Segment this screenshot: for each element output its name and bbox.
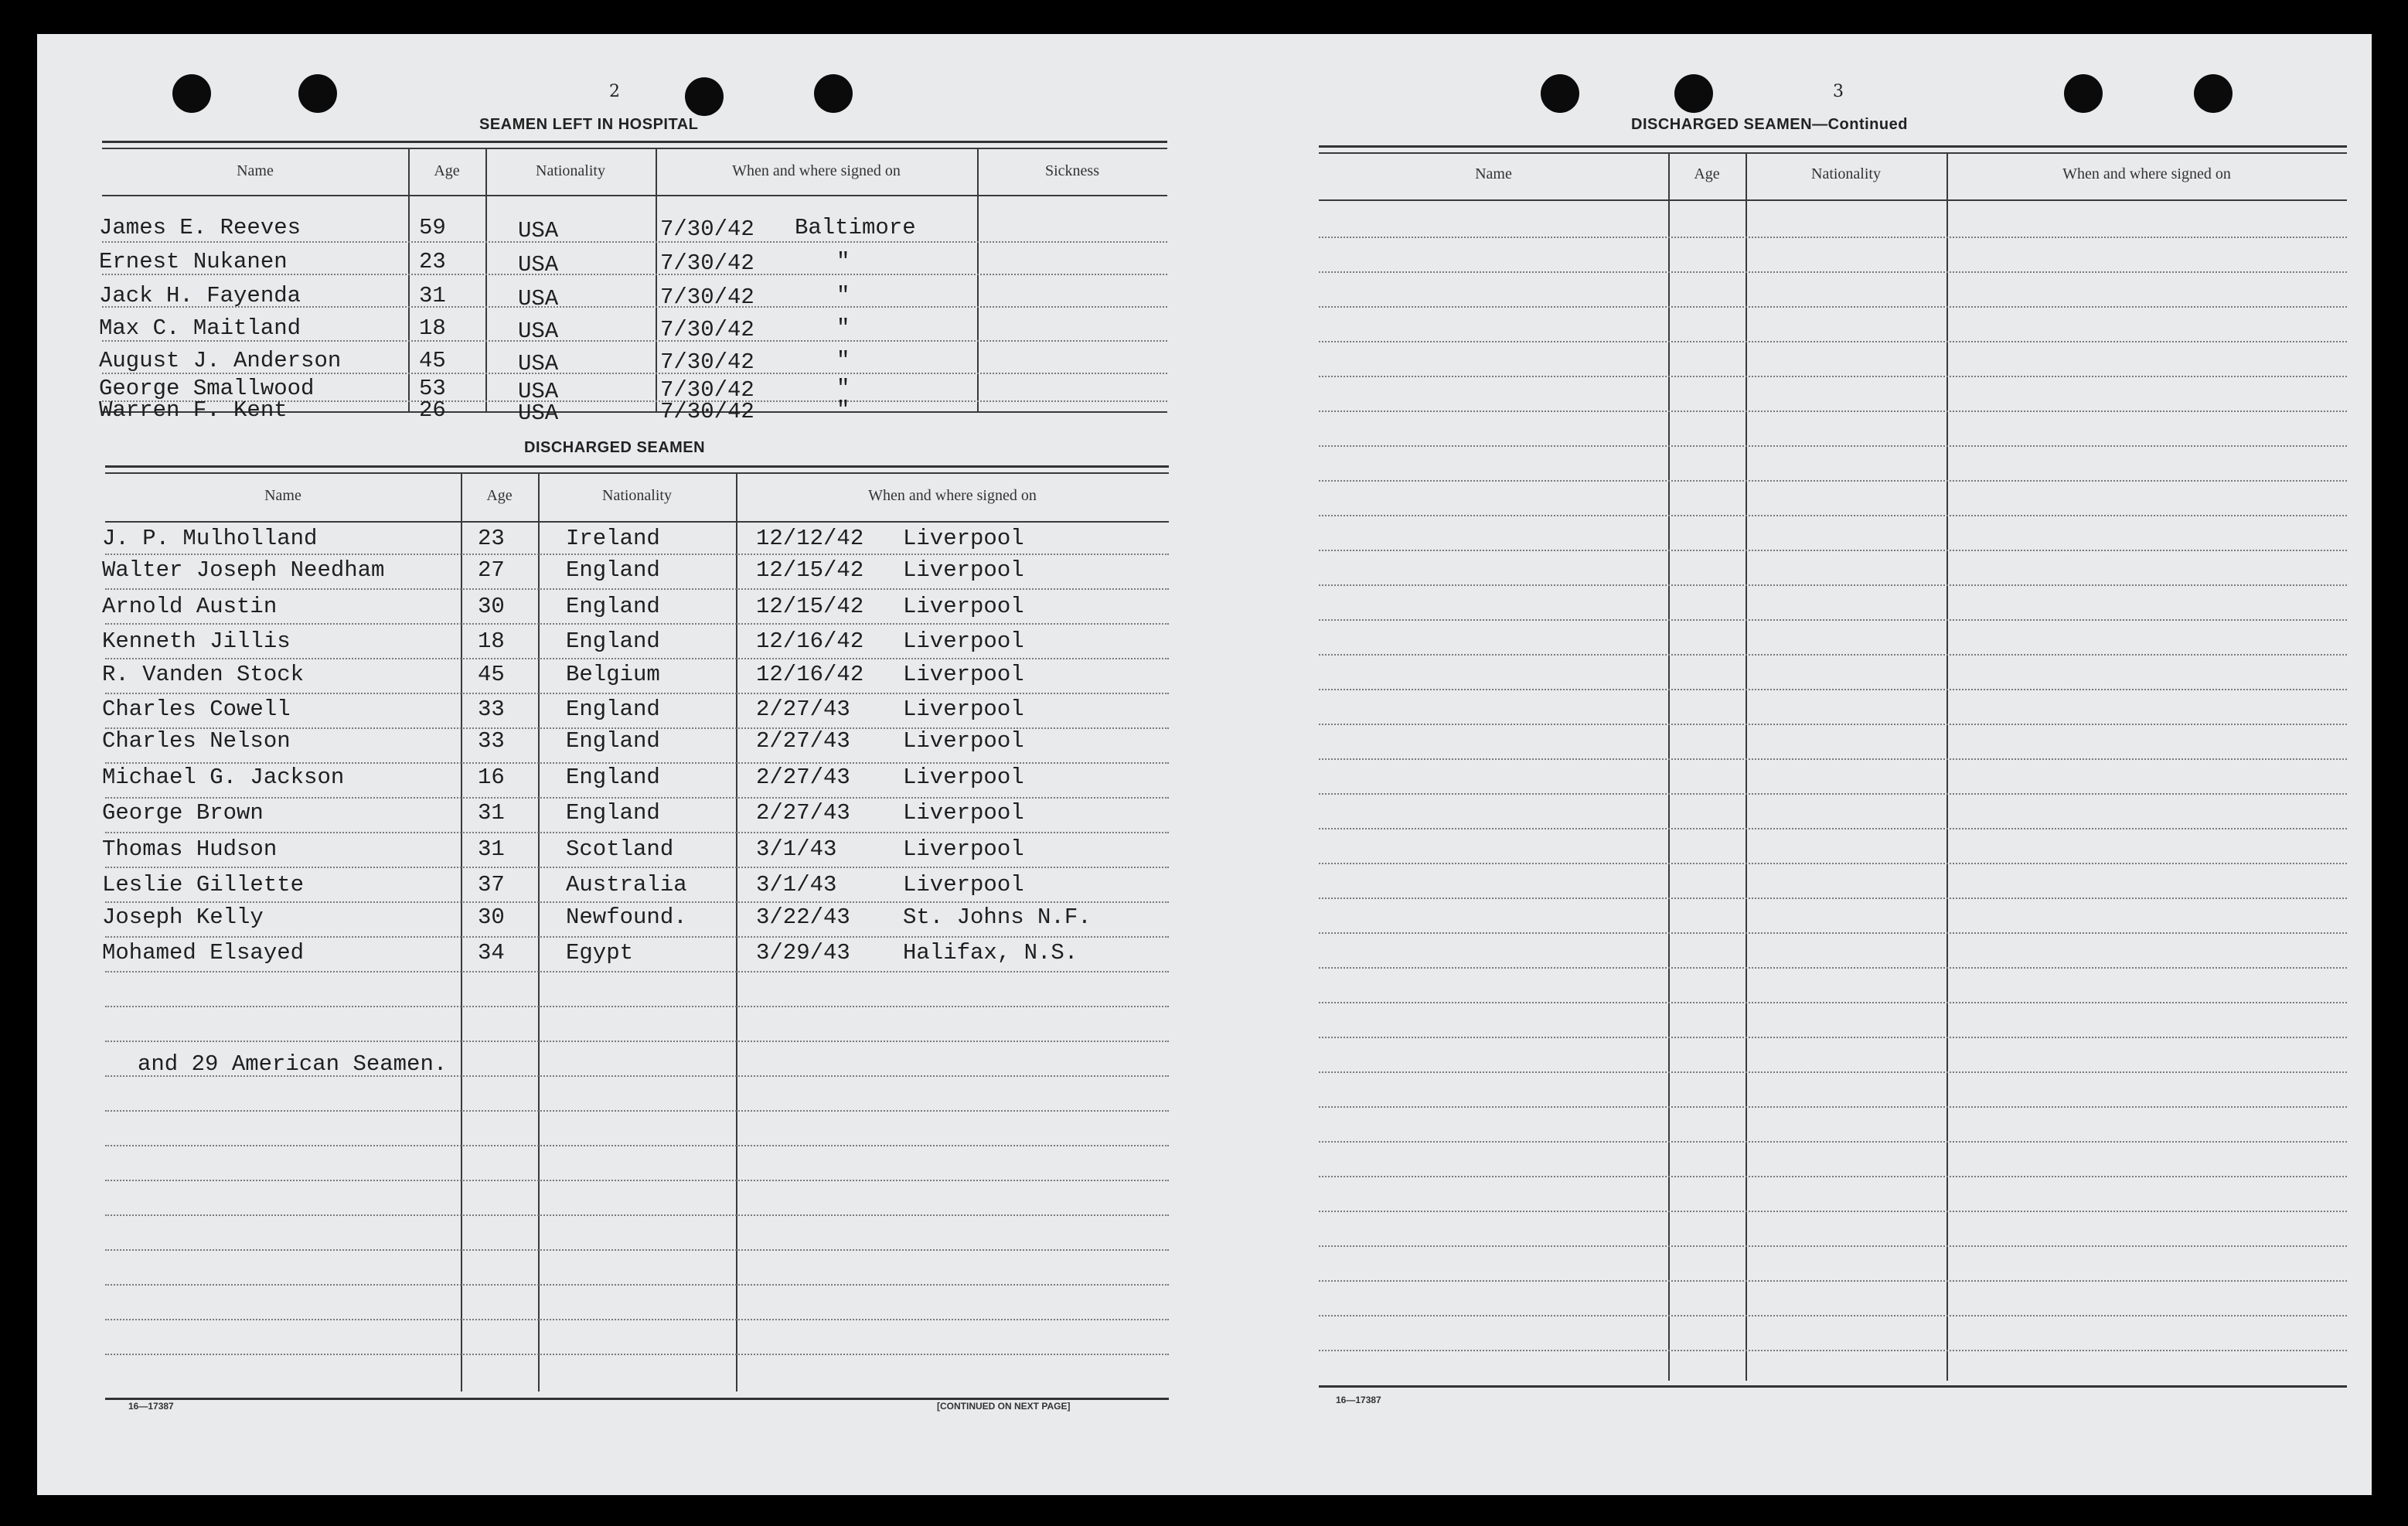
row-line (105, 1041, 1169, 1042)
cell-place: " (836, 249, 850, 274)
cell-name: George Brown (102, 800, 264, 826)
cell-name: Michael G. Jackson (102, 765, 345, 790)
cell-name: James E. Reeves (99, 215, 301, 240)
cell-place: Liverpool (903, 526, 1024, 551)
cell-date: 12/12/42 (756, 526, 864, 551)
cell-place: " (836, 348, 850, 373)
cell-nationality: USA (518, 252, 559, 278)
header-rule (102, 195, 1167, 196)
cell-date: 12/16/42 (756, 662, 864, 687)
cell-name: Max C. Maitland (99, 315, 301, 341)
cell-nationality: USA (518, 218, 559, 244)
hospital-title: SEAMEN LEFT IN HOSPITAL (479, 116, 699, 133)
table-bottom-rule (105, 1398, 1169, 1400)
row-line (1319, 863, 2347, 864)
cell-date: 3/1/43 (756, 872, 837, 898)
row-line (1319, 550, 2347, 551)
cell-nationality: USA (518, 318, 559, 344)
row-line (1319, 1106, 2347, 1108)
column-divider (1946, 153, 1948, 1381)
header-rule (105, 521, 1169, 523)
column-divider (736, 473, 737, 1391)
cell-name: Arnold Austin (102, 594, 278, 619)
cell-nationality: Scotland (566, 836, 674, 862)
row-line (105, 658, 1169, 659)
column-divider (485, 148, 487, 411)
row-line (105, 1354, 1169, 1355)
header-nationality: Nationality (1811, 165, 1881, 182)
rule (105, 465, 1169, 468)
title-main: DISCHARGED SEAMEN (1631, 116, 1813, 133)
cell-date: 7/30/42 (660, 399, 754, 424)
row-line (102, 241, 1167, 243)
cell-nationality: England (566, 800, 660, 826)
title-continued: —Continued (1812, 116, 1908, 133)
cell-date: 3/29/43 (756, 940, 850, 966)
row-line (105, 1249, 1169, 1251)
row-line (1319, 724, 2347, 725)
cell-date: 12/15/42 (756, 557, 864, 583)
cell-nationality: Egypt (566, 940, 634, 966)
row-line (1319, 828, 2347, 829)
row-line (105, 588, 1169, 590)
cell-date: 2/27/43 (756, 800, 850, 826)
cell-age: 30 (478, 904, 505, 930)
cell-nationality: Australia (566, 872, 687, 898)
cell-date: 2/27/43 (756, 728, 850, 754)
cell-name: Kenneth Jillis (102, 628, 291, 654)
cell-place: Liverpool (903, 728, 1024, 754)
header-rule (1319, 199, 2347, 201)
column-divider (538, 473, 540, 1391)
cell-age: 27 (478, 557, 505, 583)
row-line (1319, 306, 2347, 308)
cell-place: St. Johns N.F. (903, 904, 1092, 930)
row-line (105, 1145, 1169, 1146)
cell-age: 18 (478, 628, 505, 654)
cell-date: 7/30/42 (660, 216, 754, 242)
column-divider (408, 148, 410, 411)
cell-name: Thomas Hudson (102, 836, 278, 862)
row-line (1319, 1002, 2347, 1003)
cell-age: 34 (478, 940, 505, 966)
cell-place: Liverpool (903, 628, 1024, 654)
cell-date: 7/30/42 (660, 377, 754, 403)
document-sheet (37, 34, 2372, 1495)
cell-name: Walter Joseph Needham (102, 557, 385, 583)
cell-place: Liverpool (903, 697, 1024, 722)
row-line (1319, 410, 2347, 412)
column-divider (656, 148, 657, 411)
rule (105, 472, 1169, 474)
continued-note: [CONTINUED ON NEXT PAGE] (937, 1401, 1071, 1412)
row-line (1319, 1315, 2347, 1317)
row-line (105, 762, 1169, 764)
header-age: Age (434, 162, 460, 179)
cell-nationality: USA (518, 379, 559, 404)
row-line (105, 867, 1169, 868)
rule (1319, 152, 2347, 154)
discharged-title: DISCHARGED SEAMEN (524, 439, 706, 456)
cell-date: 7/30/42 (660, 317, 754, 342)
header-age: Age (1694, 165, 1720, 182)
cell-place: " (836, 397, 850, 423)
cell-age: 31 (478, 800, 505, 826)
cell-age: 26 (419, 397, 446, 423)
row-line (1319, 1141, 2347, 1143)
page-number: 2 (609, 82, 620, 101)
row-line (1319, 967, 2347, 969)
cell-nationality: USA (518, 286, 559, 312)
right-page (1212, 34, 2372, 1495)
cell-nationality: Newfound. (566, 904, 687, 930)
row-line (1319, 480, 2347, 482)
cell-name: Leslie Gillette (102, 872, 305, 898)
row-line (1319, 271, 2347, 273)
column-divider (1746, 153, 1747, 1381)
row-line (1319, 689, 2347, 690)
row-line (1319, 932, 2347, 934)
row-line (105, 554, 1169, 555)
row-line (1319, 1211, 2347, 1212)
rule (102, 141, 1167, 143)
cell-name: Mohamed Elsayed (102, 940, 305, 966)
cell-name: George Smallwood (99, 376, 315, 401)
row-line (1319, 1350, 2347, 1351)
row-line (105, 1214, 1169, 1216)
row-line (105, 936, 1169, 938)
cell-place: Liverpool (903, 872, 1024, 898)
cell-name: Warren F. Kent (99, 397, 288, 423)
header-signed-on: When and where signed on (2062, 165, 2231, 182)
cell-age: 18 (419, 315, 446, 341)
row-line (105, 1110, 1169, 1112)
header-sickness: Sickness (1045, 162, 1099, 179)
header-nationality: Nationality (602, 487, 672, 504)
row-line (1319, 1071, 2347, 1073)
cell-nationality: England (566, 765, 660, 790)
cell-age: 33 (478, 697, 505, 722)
cell-date: 3/1/43 (756, 836, 837, 862)
left-page (37, 34, 1197, 1495)
row-line (1319, 584, 2347, 586)
cell-date: 12/15/42 (756, 594, 864, 619)
cell-name: Joseph Kelly (102, 904, 264, 930)
cell-date: 7/30/42 (660, 284, 754, 310)
cell-place: " (836, 315, 850, 341)
row-line (1319, 237, 2347, 238)
header-age: Age (486, 487, 513, 504)
row-line (105, 832, 1169, 833)
row-line (105, 797, 1169, 799)
row-line (1319, 341, 2347, 342)
row-line (1319, 1245, 2347, 1247)
row-line (1319, 376, 2347, 377)
header-name: Name (264, 487, 301, 504)
cell-place: " (836, 283, 850, 308)
row-line (1319, 1176, 2347, 1177)
row-line (1319, 445, 2347, 447)
rule (1319, 145, 2347, 148)
row-line (105, 901, 1169, 903)
cell-place: Liverpool (903, 594, 1024, 619)
cell-nationality: Belgium (566, 662, 660, 687)
row-line (105, 1006, 1169, 1007)
column-divider (977, 148, 979, 411)
cell-nationality: England (566, 557, 660, 583)
row-line (1319, 619, 2347, 621)
row-line (1319, 898, 2347, 899)
cell-date: 3/22/43 (756, 904, 850, 930)
row-line (1319, 793, 2347, 795)
row-line (105, 971, 1169, 972)
cell-age: 31 (478, 836, 505, 862)
cell-age: 33 (478, 728, 505, 754)
cell-name: Ernest Nukanen (99, 249, 288, 274)
header-nationality: Nationality (536, 162, 605, 179)
cell-name: August J. Anderson (99, 348, 342, 373)
rule (102, 148, 1167, 149)
cell-date: 2/27/43 (756, 697, 850, 722)
form-number: 16—17387 (128, 1401, 174, 1412)
row-line (1319, 1037, 2347, 1038)
cell-nationality: England (566, 728, 660, 754)
cell-age: 16 (478, 765, 505, 790)
row-line (105, 1180, 1169, 1181)
continued-title (1631, 116, 1908, 134)
cell-place: Liverpool (903, 662, 1024, 687)
cell-name: Charles Nelson (102, 728, 291, 754)
row-line (105, 1319, 1169, 1320)
cell-age: 37 (478, 872, 505, 898)
cell-age: 23 (478, 526, 505, 551)
cell-nationality: England (566, 628, 660, 654)
cell-age: 30 (478, 594, 505, 619)
column-divider (1668, 153, 1670, 1381)
cell-age: 45 (478, 662, 505, 687)
cell-date: 12/16/42 (756, 628, 864, 654)
table-bottom-rule (1319, 1385, 2347, 1388)
form-number: 16—17387 (1336, 1395, 1381, 1405)
cell-place: Liverpool (903, 800, 1024, 826)
cell-nationality: Ireland (566, 526, 660, 551)
cell-age: 53 (419, 376, 446, 401)
cell-place: Liverpool (903, 557, 1024, 583)
header-name: Name (237, 162, 274, 179)
cell-place: Liverpool (903, 765, 1024, 790)
cell-name: R. Vanden Stock (102, 662, 305, 687)
cell-date: 2/27/43 (756, 765, 850, 790)
cell-place: Liverpool (903, 836, 1024, 862)
cell-name: Charles Cowell (102, 697, 291, 722)
cell-place: " (836, 376, 850, 401)
cell-name: J. P. Mulholland (102, 526, 318, 551)
cell-date: 7/30/42 (660, 250, 754, 276)
cell-nationality: USA (518, 400, 559, 426)
cell-nationality: USA (518, 351, 559, 376)
cell-age: 45 (419, 348, 446, 373)
cell-nationality: England (566, 697, 660, 722)
cell-age: 31 (419, 283, 446, 308)
cell-place: Halifax, N.S. (903, 940, 1078, 966)
column-divider (461, 473, 462, 1391)
cell-name: Jack H. Fayenda (99, 283, 301, 308)
header-signed-on: When and where signed on (868, 487, 1037, 504)
row-line (1319, 654, 2347, 656)
cell-nationality: England (566, 594, 660, 619)
page-number: 3 (1833, 82, 1844, 101)
row-line (105, 623, 1169, 625)
row-line (105, 693, 1169, 694)
cell-age: 59 (419, 215, 446, 240)
row-line (1319, 1280, 2347, 1282)
note-text: and 29 American Seamen. (138, 1051, 448, 1077)
cell-place: Baltimore (795, 215, 916, 240)
row-line (1319, 758, 2347, 760)
row-line (1319, 515, 2347, 516)
cell-age: 23 (419, 249, 446, 274)
header-name: Name (1475, 165, 1512, 182)
cell-date: 7/30/42 (660, 349, 754, 375)
row-line (105, 1284, 1169, 1286)
header-signed-on: When and where signed on (732, 162, 901, 179)
